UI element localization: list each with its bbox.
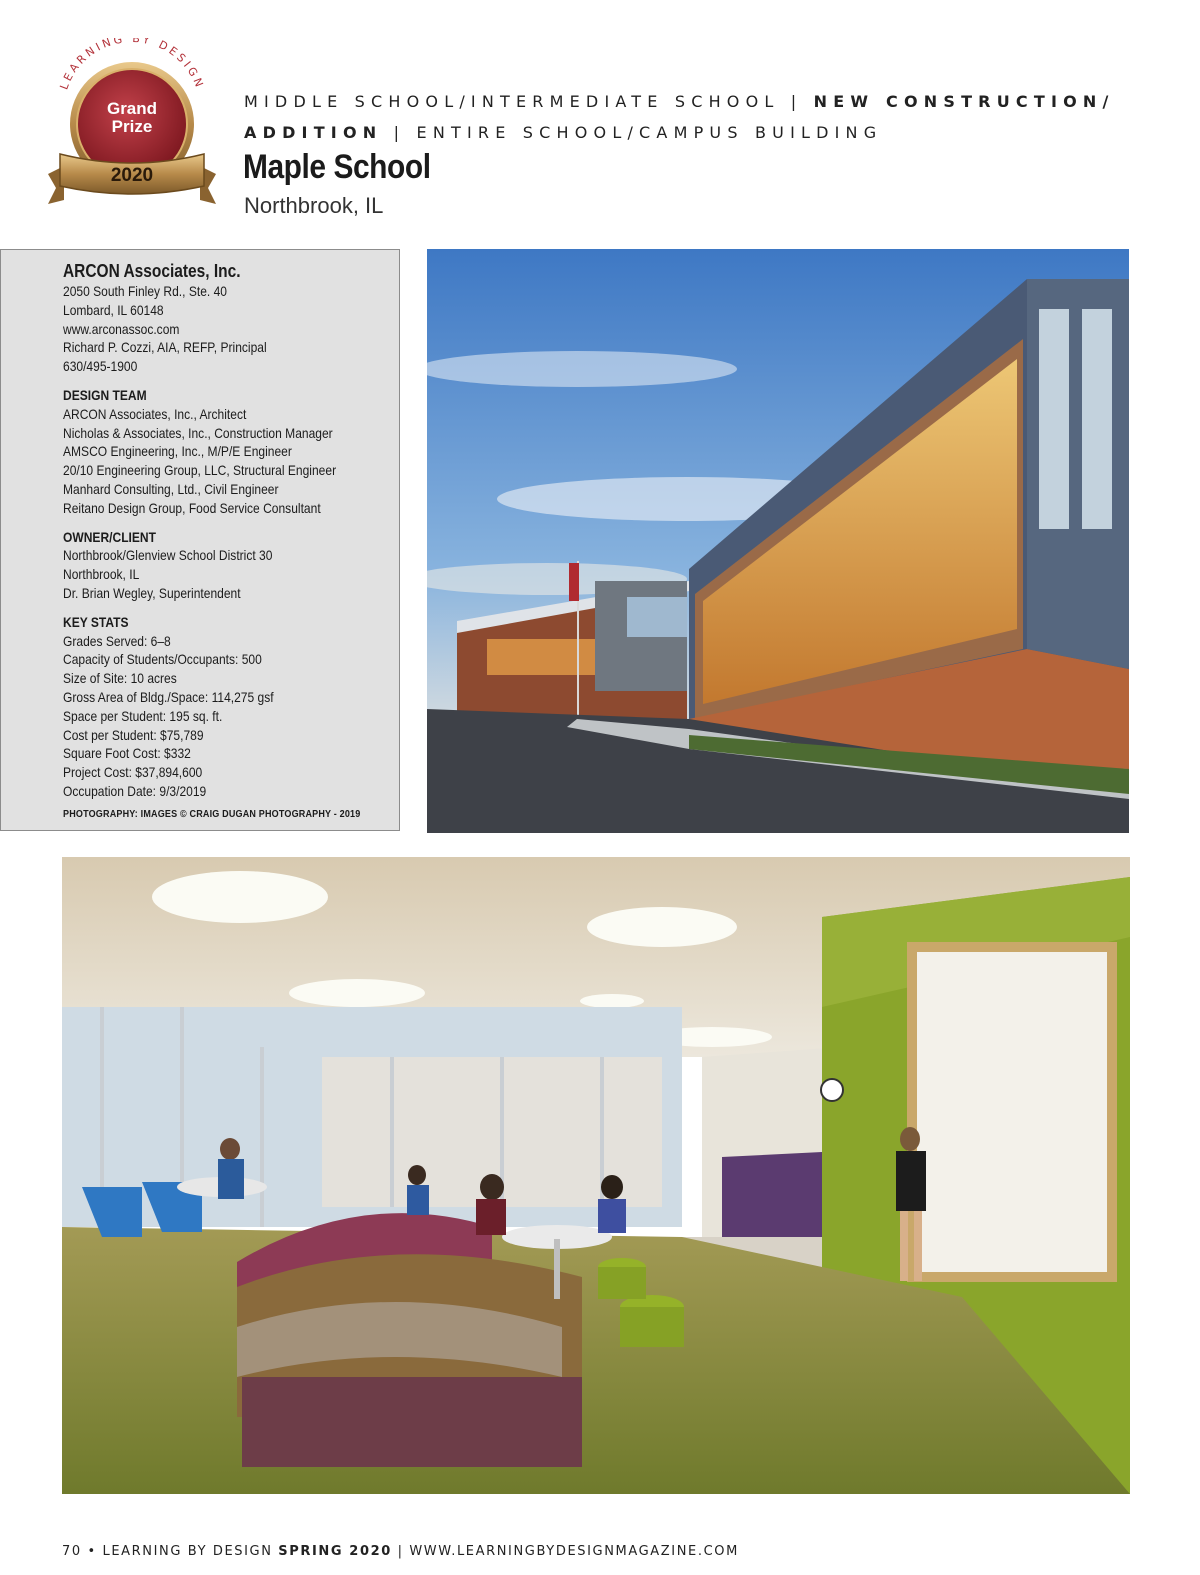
key-stat: Cost per Student: $75,789: [63, 726, 204, 743]
page-footer: [62, 1544, 739, 1559]
interior-photo: [62, 857, 1130, 1494]
page-number: 70: [62, 1544, 82, 1559]
key-stat: Grades Served: 6–8: [63, 632, 171, 649]
key-stat: Project Cost: $37,894,600: [63, 764, 203, 781]
design-team-item: ARCON Associates, Inc., Architect: [63, 405, 247, 422]
category-bold-2: ADDITION: [244, 123, 383, 142]
firm-website: www.arconassoc.com: [63, 320, 180, 337]
issue-name: SPRING 2020: [278, 1544, 392, 1559]
category-bold-1: NEW CONSTRUCTION/: [813, 92, 1115, 111]
project-location: Northbrook, IL: [244, 193, 384, 218]
key-stat: Space per Student: 195 sq. ft.: [63, 707, 223, 724]
photo-credit: PHOTOGRAPHY: IMAGES © CRAIG DUGAN PHOTOGRAPHY - 2019: [63, 807, 361, 820]
exterior-photo: [427, 249, 1129, 833]
design-team-item: Manhard Consulting, Ltd., Civil Engineer: [63, 480, 279, 497]
design-team-item: AMSCO Engineering, Inc., M/P/E Engineer: [63, 443, 292, 460]
firm-line: 2050 South Finley Rd., Ste. 40: [63, 283, 227, 299]
category-text-2: | ENTIRE SCHOOL/CAMPUS BUILDING: [382, 123, 883, 142]
design-team-item: Reitano Design Group, Food Service Consultant: [63, 499, 321, 516]
firm-name: ARCON Associates, Inc.: [63, 261, 241, 281]
badge-prize-line1: Grand: [106, 99, 158, 118]
key-stats-heading: KEY STATS: [63, 613, 129, 630]
firm-line: Lombard, IL 60148: [63, 301, 164, 318]
category-text-1: MIDDLE SCHOOL/INTERMEDIATE SCHOOL |: [244, 92, 814, 111]
project-info-box: [0, 249, 400, 831]
footer-divider: |: [391, 1544, 410, 1559]
project-info-content: [63, 260, 361, 824]
grand-prize-badge: [44, 38, 220, 210]
design-team-item: Nicholas & Associates, Inc., Construction Manager: [63, 424, 333, 441]
firm-line: Richard P. Cozzi, AIA, REFP, Principal: [63, 339, 267, 356]
owner-item: Dr. Brian Wegley, Superintendent: [63, 584, 241, 601]
key-stat: Size of Site: 10 acres: [63, 670, 177, 687]
design-team-heading: DESIGN TEAM: [63, 386, 147, 403]
badge-year: 2020: [110, 165, 154, 186]
footer-bullet: •: [81, 1544, 103, 1559]
magazine-url[interactable]: WWW.LEARNINGBYDESIGNMAGAZINE.COM: [409, 1544, 739, 1559]
project-title: Maple School: [243, 148, 431, 186]
owner-heading: OWNER/CLIENT: [63, 528, 156, 545]
key-stat: Capacity of Students/Occupants: 500: [63, 651, 262, 668]
award-medal-icon: [44, 38, 220, 210]
owner-item: Northbrook/Glenview School District 30: [63, 547, 273, 564]
badge-ring-text: LEARNING BY DESIGN: [57, 38, 207, 92]
key-stat: Occupation Date: 9/3/2019: [63, 782, 207, 799]
badge-prize-line2: Prize: [111, 117, 153, 136]
design-team-item: 20/10 Engineering Group, LLC, Structural Engineer: [63, 462, 337, 479]
magazine-name: LEARNING BY DESIGN: [102, 1544, 279, 1559]
key-stat: Square Foot Cost: $332: [63, 745, 191, 762]
owner-item: Northbrook, IL: [63, 566, 140, 583]
project-category: [244, 86, 1164, 148]
firm-phone: 630/495-1900: [63, 358, 138, 375]
key-stat: Gross Area of Bldg./Space: 114,275 gsf: [63, 688, 274, 705]
